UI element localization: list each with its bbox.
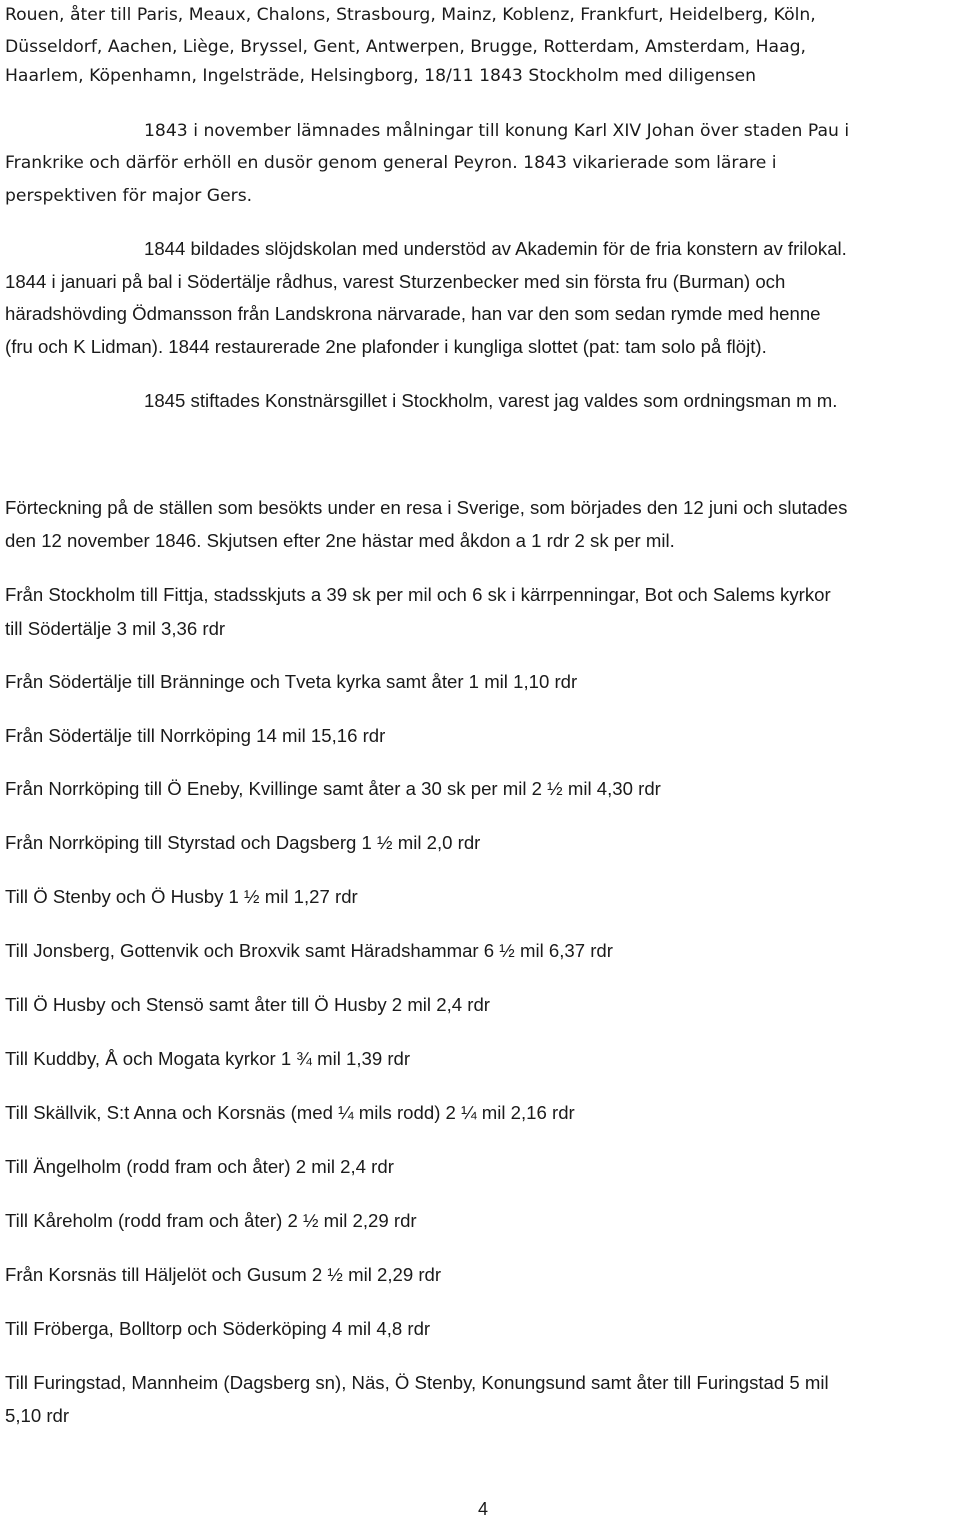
text-line: Till Fröberga, Bolltorp och Söderköping 4 mil 4,8 rdr [5,1318,431,1339]
text-line: Till Furingstad, Mannheim (Dagsberg sn), Näs, Ö Stenby, Konungsund samt åter till Furingstad 5 mil [5,1372,829,1393]
text-line: Från Korsnäs till Häljelöt och Gusum 2 ½ mil 2,29 rdr [5,1264,442,1285]
text-line: den 12 november 1846. Skjutsen efter 2ne hästar med åkdon a 1 rdr 2 sk per mil. [5,530,675,551]
text-line: Haarlem, Köpenhamn, Ingelsträde, Helsingborg, 18/11 1843 Stockholm med diligensen [5,66,757,86]
text-line: Till Ängelholm (rodd fram och åter) 2 mil 2,4 rdr [5,1156,394,1177]
text-line: Till Kuddby, Å och Mogata kyrkor 1 ¾ mil 1,39 rdr [5,1048,411,1069]
text-line: Från Södertälje till Norrköping 14 mil 15,16 rdr [5,725,386,746]
text-line: Från Norrköping till Ö Eneby, Kvillinge samt åter a 30 sk per mil 2 ½ mil 4,30 rdr [5,778,661,799]
text-line: Från Stockholm till Fittja, stadsskjuts a 39 sk per mil och 6 sk i kärrpenningar, Bot och Salems kyrkor [5,584,831,605]
text-line: Till Ö Stenby och Ö Husby 1 ½ mil 1,27 rdr [5,886,358,907]
text-line: Düsseldorf, Aachen, Liège, Bryssel, Gent, Antwerpen, Brugge, Rotterdam, Amsterdam, Haag, [5,37,806,57]
text-line: Förteckning på de ställen som besökts under en resa i Sverige, som börjades den 12 juni och slutades [5,497,848,518]
text-line: till Södertälje 3 mil 3,36 rdr [5,618,226,639]
text-line: 5,10 rdr [5,1405,70,1426]
text-line: 1844 bildades slöjdskolan med understöd av Akademin för de fria konstern av frilokal. [144,238,847,259]
text-line: perspektiven för major Gers. [5,186,253,206]
text-line: Till Jonsberg, Gottenvik och Broxvik samt Häradshammar 6 ½ mil 6,37 rdr [5,940,613,961]
text-line: 1843 i november lämnades målningar till konung Karl XIV Johan över staden Pau i [144,121,850,141]
text-line: 1844 i januari på bal i Södertälje rådhus, varest Sturzenbecker med sin första fru (Burman) och [5,271,786,292]
text-line: Till Kåreholm (rodd fram och åter) 2 ½ mil 2,29 rdr [5,1210,417,1231]
text-line: 1845 stiftades Konstnärsgillet i Stockholm, varest jag valdes som ordningsman m m. [144,390,838,411]
text-line: (fru och K Lidman). 1844 restaurerade 2ne plafonder i kungliga slottet (pat: tam solo på flöjt). [5,336,767,357]
text-line: häradshövding Ödmansson från Landskrona närvarade, han var den som sedan rymde med henne [5,303,821,324]
text-line: Till Ö Husby och Stensö samt åter till Ö Husby 2 mil 2,4 rdr [5,994,490,1015]
text-line: Till Skällvik, S:t Anna och Korsnäs (med ¼ mils rodd) 2 ¼ mil 2,16 rdr [5,1102,575,1123]
text-line: Rouen, åter till Paris, Meaux, Chalons, Strasbourg, Mainz, Koblenz, Frankfurt, Heidelberg, Köln, [5,5,816,25]
text-line: Frankrike och därför erhöll en dusör genom general Peyron. 1843 vikarierade som lärare i [5,153,777,173]
page-number: 4 [478,1499,489,1519]
text-line: Från Södertälje till Bränninge och Tveta kyrka samt åter 1 mil 1,10 rdr [5,671,578,692]
text-line: Från Norrköping till Styrstad och Dagsberg 1 ½ mil 2,0 rdr [5,832,481,853]
